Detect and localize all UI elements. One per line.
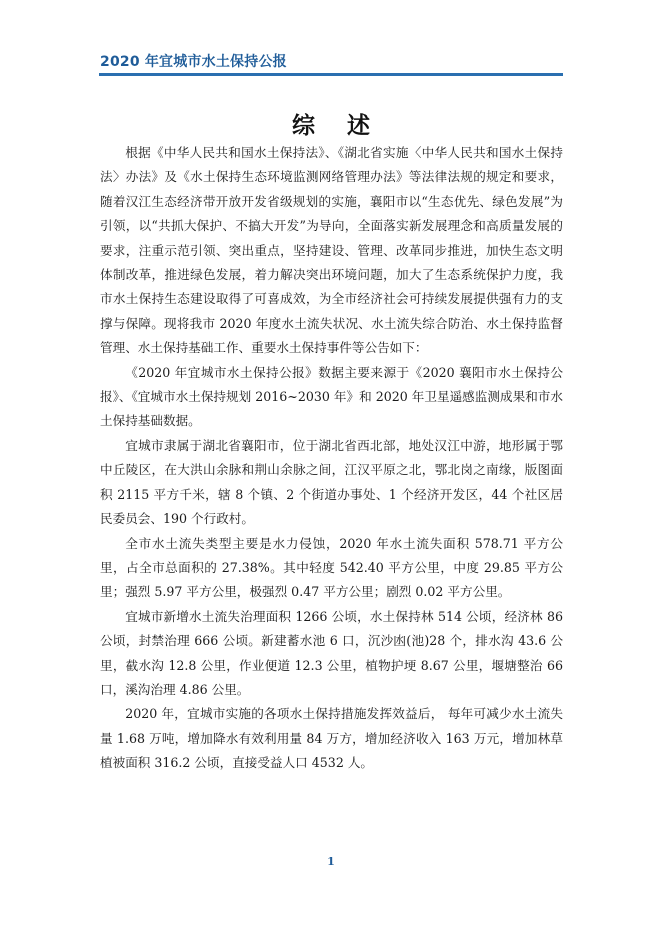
paragraph-geography: 宜城市隶属于湖北省襄阳市，位于湖北省西北部，地处汉江中游，地形属于鄂中丘陵区，在大洪山余脉和荆山余脉之间，江汉平原之北，鄂北岗之南缘，版图面积 2115 平方千米，辖 8 个镇、2 个街道办事处、1 个经济开发区，44 个社区居民委员会、190 个行政村。: [100, 437, 563, 527]
section-title: 综 述: [291, 113, 382, 140]
header-divider: [99, 73, 563, 76]
paragraph-benefits: 2020 年，宜城市实施的各项水土保持措施发挥效益后， 每年可减少水土流失量 1.68 万吨，增加降水有效利用量 84 万方，增加经济收入 163 万元，增加林草植被面积 316.2 公顷，直接受益人口 4532 人。: [100, 706, 563, 771]
header-title: 2020 年宜城市水土保持公报: [100, 54, 287, 70]
paragraph-treatment: 宜城市新增水土流失治理面积 1266 公顷，水土保持林 514 公顷，经济林 86 公顷，封禁治理 666 公顷。新建蓄水池 6 口，沉沙凼(池)28 个，排水沟 43.6 公里，截水沟 12.8 公里，作业便道 12.3 公里，植物护埂 8.67 公里，堰塘整治 66 口，溪沟治理 4.86 公里。: [100, 608, 563, 697]
page-number: 1: [327, 855, 335, 868]
document-body: [100, 141, 563, 776]
paragraph-introduction: 根据《中华人民共和国水土保持法》、《湖北省实施〈中华人民共和国水土保持法〉办法》及《水土保持生态环境监测网络管理办法》等法律法规的规定和要求，随着汉江生态经济带开放开发省级规划的实施，襄阳市以“生态优先、绿色发展”为引领，以“共抓大保护、不搞大开发”为导向，全面落实新发展理念和高质量发展的要求，注重示范引领、突出重点，坚持建设、管理、改革同步推进，加快生态文明体制改革，推进绿色发展，着力解决突出环境问题，加大了生态系统保护力度，我市水土保持生态建设取得了可喜成效，为全市经济社会可持续发展提供强有力的支撑与保障。现将我市 2020 年度水土流失状况、水土流失综合防治、水土保持监督管理、水土保持基础工作、重要水土保持事件等公告如下：: [100, 145, 563, 356]
paragraph-data-sources: 《2020 年宜城市水土保持公报》数据主要来源于《2020 襄阳市水土保持公报》、《宜城市水土保持规划 2016~2030 年》和 2020 年卫星遥感监测成果和市水土保持基础数据。: [100, 364, 563, 429]
paragraph-erosion-status: 全市水土流失类型主要是水力侵蚀，2020 年水土流失面积 578.71 平方公里，占全市总面积的 27.38%。其中轻度 542.40 平方公里，中度 29.85 平方公里；强烈 5.97 平方公里，极强烈 0.47 平方公里；剧烈 0.02 平方公里。: [100, 535, 563, 600]
